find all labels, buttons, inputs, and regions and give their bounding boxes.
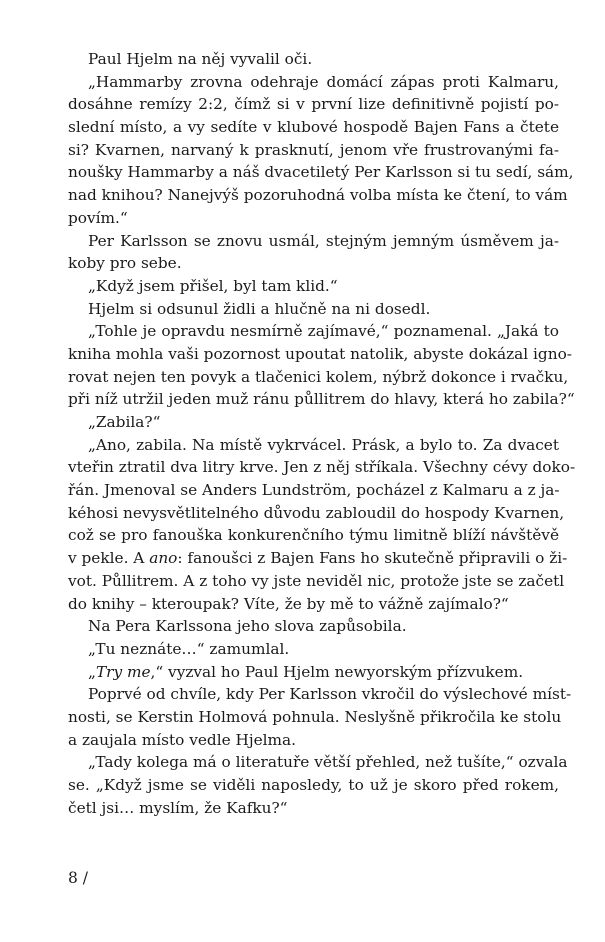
text-line: řán. Jmenoval se Anders Lundström, pocházel z Kalmaru a z ja- [68, 481, 560, 500]
text-line: nosti, se Kerstin Holmová pohnula. Neslyšně přikročila ke stolu [68, 707, 562, 726]
emphasis: ano [149, 549, 178, 568]
text-line: si? Kvarnen, narvaný k prasknutí, jenom vře frustrovanými fa- [68, 140, 559, 159]
page-number: 8 / [68, 869, 89, 887]
text-line: dosáhne remízy 2:2, čímž si v první lize definitivně pojistí po- [68, 95, 559, 114]
text-line: Poprvé od chvíle, kdy Per Karlsson vkročil do výslechové míst- [88, 685, 572, 704]
text-line: „Tohle je opravdu nesmírně zajímavé,“ poznamenal. „Jaká to [88, 322, 559, 341]
text-line: se. „Když jsme se viděli naposledy, to už je skoro před rokem, [68, 776, 559, 794]
text-line: slední místo, a vy sedíte v klubové hospodě Bajen Fans a čtete [68, 118, 559, 137]
text-line: koby pro sebe. [68, 254, 182, 273]
text-line: „Hammarby zrovna odehraje domácí zápas proti Kalmaru, [88, 72, 559, 91]
text-line: rovat nejen ten povyk a tlačenici kolem, nýbrž dokonce i rvačku, [68, 367, 569, 386]
text-line: „Zabila?“ [88, 413, 161, 431]
text-line: nad knihou? Nanejvýš pozoruhodná volba místa ke čtení, to vám [68, 186, 568, 205]
text-line: vot. Půllitrem. A z toho vy jste neviděl nic, protože jste se začetl [68, 571, 565, 590]
emphasis: Try me [95, 662, 151, 681]
body-text [68, 48, 576, 819]
text-line: Paul Hjelm na něj vyvalil oči. [88, 50, 313, 68]
text-line: do knihy – kteroupak? Víte, že by mě to vážně zajímalo?“ [68, 594, 509, 613]
text-line: „Tady kolega má o literatuře větší přehled, než tušíte,“ ozvala [88, 753, 568, 772]
text-line: „Tu neznáte…“ zamumlal. [88, 639, 290, 658]
text-line: povím.“ [68, 208, 128, 227]
text-line: kniha mohla vaši pozornost upoutat natolik, abyste dokázal igno- [68, 344, 572, 363]
text-line: při níž utržil jeden muž ránu půllitrem do hlavy, která ho zabila?“ [68, 390, 575, 409]
text-line: Hjelm si odsunul židli a hlučně na ni dosedl. [88, 299, 431, 318]
text-line: v pekle. A ano: fanoušci z Bajen Fans ho skutečně připravili o ži- [68, 549, 568, 568]
text-line: Na Pera Karlssona jeho slova zapůsobila. [88, 617, 407, 636]
text-line: „Try me,“ vyzval ho Paul Hjelm newyorským přízvukem. [88, 662, 524, 681]
text-line: což se pro fanouška konkurenčního týmu limitně blíží návštěvě [68, 526, 559, 545]
text-line: kéhosi nevysvětlitelného důvodu zabloudil do hospody Kvarnen, [68, 503, 565, 522]
text-line: „Když jsem přišel, byl tam klid.“ [88, 276, 338, 295]
text-line: „Ano, zabila. Na místě vykrvácel. Prásk, a bylo to. Za dvacet [88, 435, 559, 454]
text-line: a zaujala místo vedle Hjelma. [68, 730, 297, 749]
text-line: noušky Hammarby a náš dvacetiletý Per Karlsson si tu sedí, sám, [68, 163, 574, 182]
text-line: četl jsi… myslím, že Kafku?“ [68, 798, 288, 817]
text-line: vteřin ztratil dva litry krve. Jen z něj stříkala. Všechny cévy doko- [68, 458, 576, 477]
text-line: Per Karlsson se znovu usmál, stejným jemným úsměvem ja- [88, 231, 559, 250]
